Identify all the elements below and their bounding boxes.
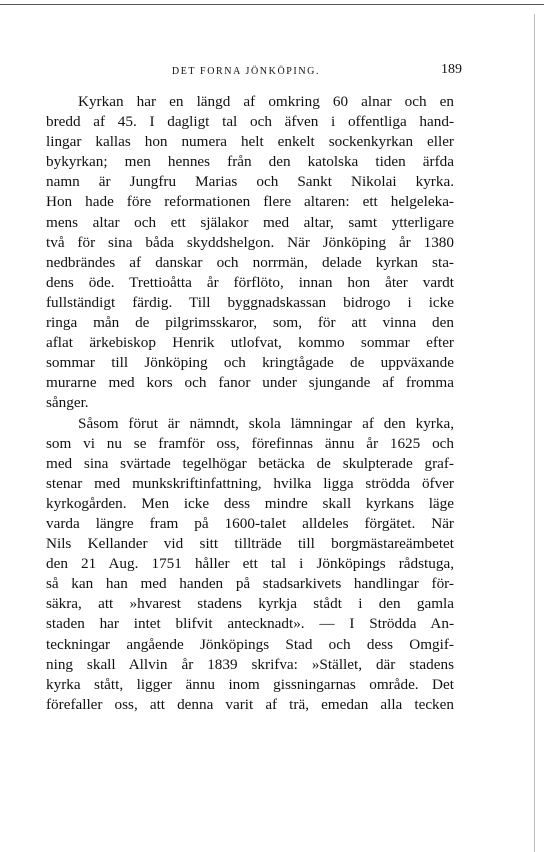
text-line: varda längre fram på 1600-talet alldeles förgätet. När [46,514,454,532]
text-line: Såsom förut är nämndt, skola lämningar af den kyrka, [78,414,454,432]
text-line: murarne med kors och fanor under sjungande af fromma [46,374,454,392]
page-edge-rule [534,14,535,852]
text-line: kyrka stått, ligger ännu inom gissningarnas område. Det [46,675,454,693]
body-text [46,92,454,715]
text-line: sånger. [46,394,89,412]
text-line: nedbrändes af danskar och norrmän, delade kyrkan sta- [46,253,454,271]
top-border-rule [0,4,544,5]
text-line: Hon hade före reformationen flere altaren: ett helgeleka- [46,193,454,211]
text-line: mens altar och ett själakor med altar, samt ytterligare [46,213,454,231]
text-line: bykyrkan; men hennes från den katolska tiden ärfda [46,153,454,171]
text-line: stenar med munkskriftinfattning, hvilka ligga strödda öfver [46,474,454,492]
text-line: förefaller oss, att denna varit af trä, emedan alla tecken [46,695,454,713]
text-line: så kan han med handen på stadsarkivets handlingar för- [46,575,454,593]
text-line: staden har intet blifvit antecknadt». — I Strödda An- [46,615,454,633]
text-line: namn är Jungfru Marias och Sankt Nikolai kyrka. [46,173,454,191]
text-line: som vi nu se framför oss, förefinnas ännu år 1625 och [46,434,454,452]
text-line: sommar till Jönköping och kringtågade de uppväxande [46,354,454,372]
text-line: fullständigt färdig. Till byggnadskassan bidrogo i icke [46,293,454,311]
page-header [30,62,462,82]
page-number: 189 [441,62,462,77]
running-title: DET FORNA JÖNKÖPING. [171,66,321,77]
text-line: säkra, att »hvarest stadens kyrkja stådt i den gamla [46,595,454,613]
text-line: Nils Kellander vid sitt tillträde till borgmästareämbetet [46,535,454,553]
text-line: med sina svärtade tegelhögar betäcka de skulpterade graf- [46,454,454,472]
text-line: kyrkogården. Men icke dess mindre skall kyrkans läge [46,494,454,512]
text-line: ringa mån de pilgrimsskaror, som, för att vinna den [46,314,454,332]
text-line: ning skall Allvin år 1839 skrifva: »Stället, där stadens [46,655,454,673]
text-line: lingar kallas hon numera helt enkelt sockenkyrkan eller [46,133,454,151]
text-line: Kyrkan har en längd af omkring 60 alnar och en [78,93,454,110]
text-line: två för sina båda skyddshelgon. När Jönköping år 1380 [46,233,454,251]
text-line: dens öde. Trettioåtta år förflöto, innan hon åter vardt [46,273,454,291]
text-line: teckningar angående Jönköpings Stad och dess Omgif- [46,635,454,653]
text-line: bredd af 45. I dagligt tal och äfven i offentliga hand- [46,113,454,131]
text-line: den 21 Aug. 1751 håller ett tal i Jönköpings rådstuga, [46,555,454,573]
text-line: aflat ärkebiskop Henrik utlofvat, kommo sommar efter [46,334,454,352]
